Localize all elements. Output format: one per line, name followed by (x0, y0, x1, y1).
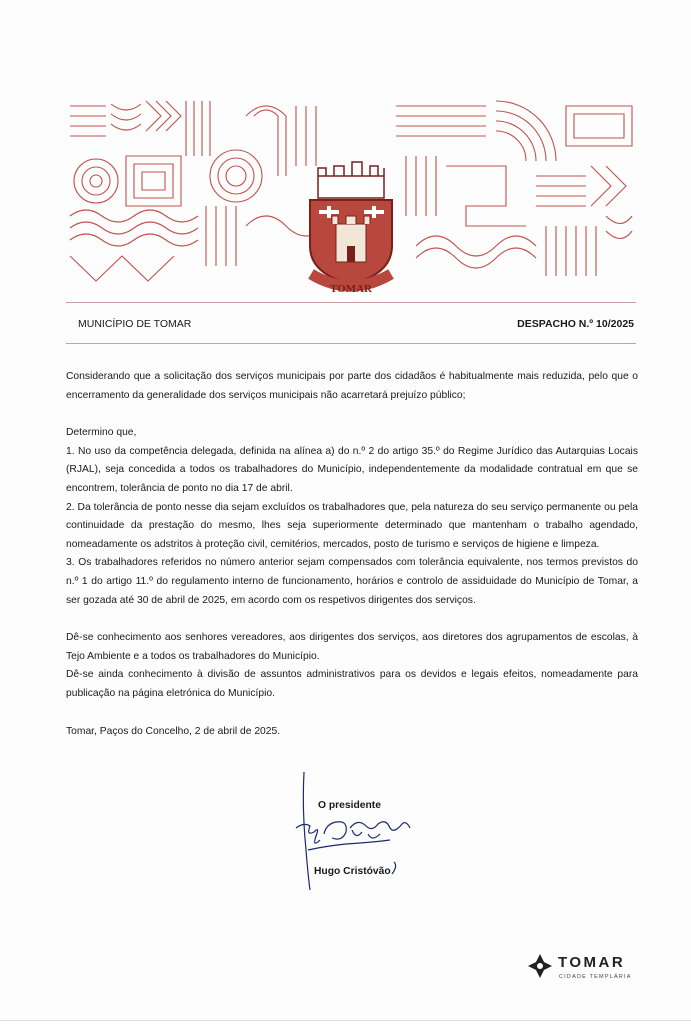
signatory-name: Hugo Cristóvão (314, 866, 391, 877)
despacho-number: DESPACHO N.º 10/2025 (517, 318, 634, 330)
header-bottom-rule (66, 343, 636, 344)
clause-3: 3. Os trabalhadores referidos no número anterior sejam compensados com tolerância equivalente, nos termos previstos do n.º 1 do artigo 11.º do regulamento interno de funcionamento, horários e controlo de assiduidade do Município de Tomar, a ser gozada até 30 de abril de 2025, em acordo com os respetivos dirigentes dos serviços. (66, 557, 638, 606)
place-and-date: Tomar, Paços do Concelho, 2 de abril de 2025. (66, 725, 281, 737)
logo-wordmark: TOMAR (558, 954, 626, 971)
municipality-name: MUNICÍPIO DE TOMAR (78, 318, 192, 330)
page-bottom-edge (0, 1020, 691, 1021)
signatory-role: O presidente (318, 800, 381, 811)
clause-2: 2. Da tolerância de ponto nesse dia sejam excluídos os trabalhadores que, pela natureza do seu serviço permanente ou pela continuidade da prestação do mesmo, lhes seja superiormente determinado que mantenham o trabalho agendado, nomeadamente os adstritos à proteção civil, cemitérios, mercados, posto de turismo e serviços de higiene e limpeza. (66, 501, 638, 550)
header-top-rule (66, 302, 636, 303)
notice-paragraph-2: Dê-se ainda conhecimento à divisão de assuntos administrativos para os devidos e legais efeitos, nomeadamente para publicação na página eletrónica do Município. (66, 669, 638, 699)
coat-of-arms-icon (310, 162, 392, 286)
logo-tagline: CIDADE TEMPLÁRIA (559, 974, 632, 980)
header-banner (66, 96, 636, 296)
document-body (66, 368, 638, 741)
notice-paragraph-1: Dê-se conhecimento aos senhores vereadores, aos dirigentes dos serviços, aos diretores dos agrupamentos de escolas, à Tejo Ambiente e a todos os trabalhadores do Município. (66, 632, 638, 662)
handwritten-signature (286, 770, 426, 920)
determino-line: Determino que, (66, 427, 137, 439)
clause-1: 1. No uso da competência delegada, definida na alínea a) do n.º 2 do artigo 35.º do Regime Jurídico das Autarquias Locais (RJAL), seja concedida a todos os trabalhadores do Município, independentemente da modalidade contratual em que se encontrem, tolerância de ponto no dia 17 de abril. (66, 445, 638, 494)
city-ribbon-label: TOMAR (330, 283, 372, 295)
templar-cross-icon (526, 952, 554, 980)
intro-paragraph: Considerando que a solicitação dos serviços municipais por parte dos cidadãos é habitualmente mais reduzida, pelo que o encerramento da generalidade dos serviços municipais não acarretará prejuízo público; (66, 371, 638, 401)
tomar-footer-logo (526, 950, 638, 986)
